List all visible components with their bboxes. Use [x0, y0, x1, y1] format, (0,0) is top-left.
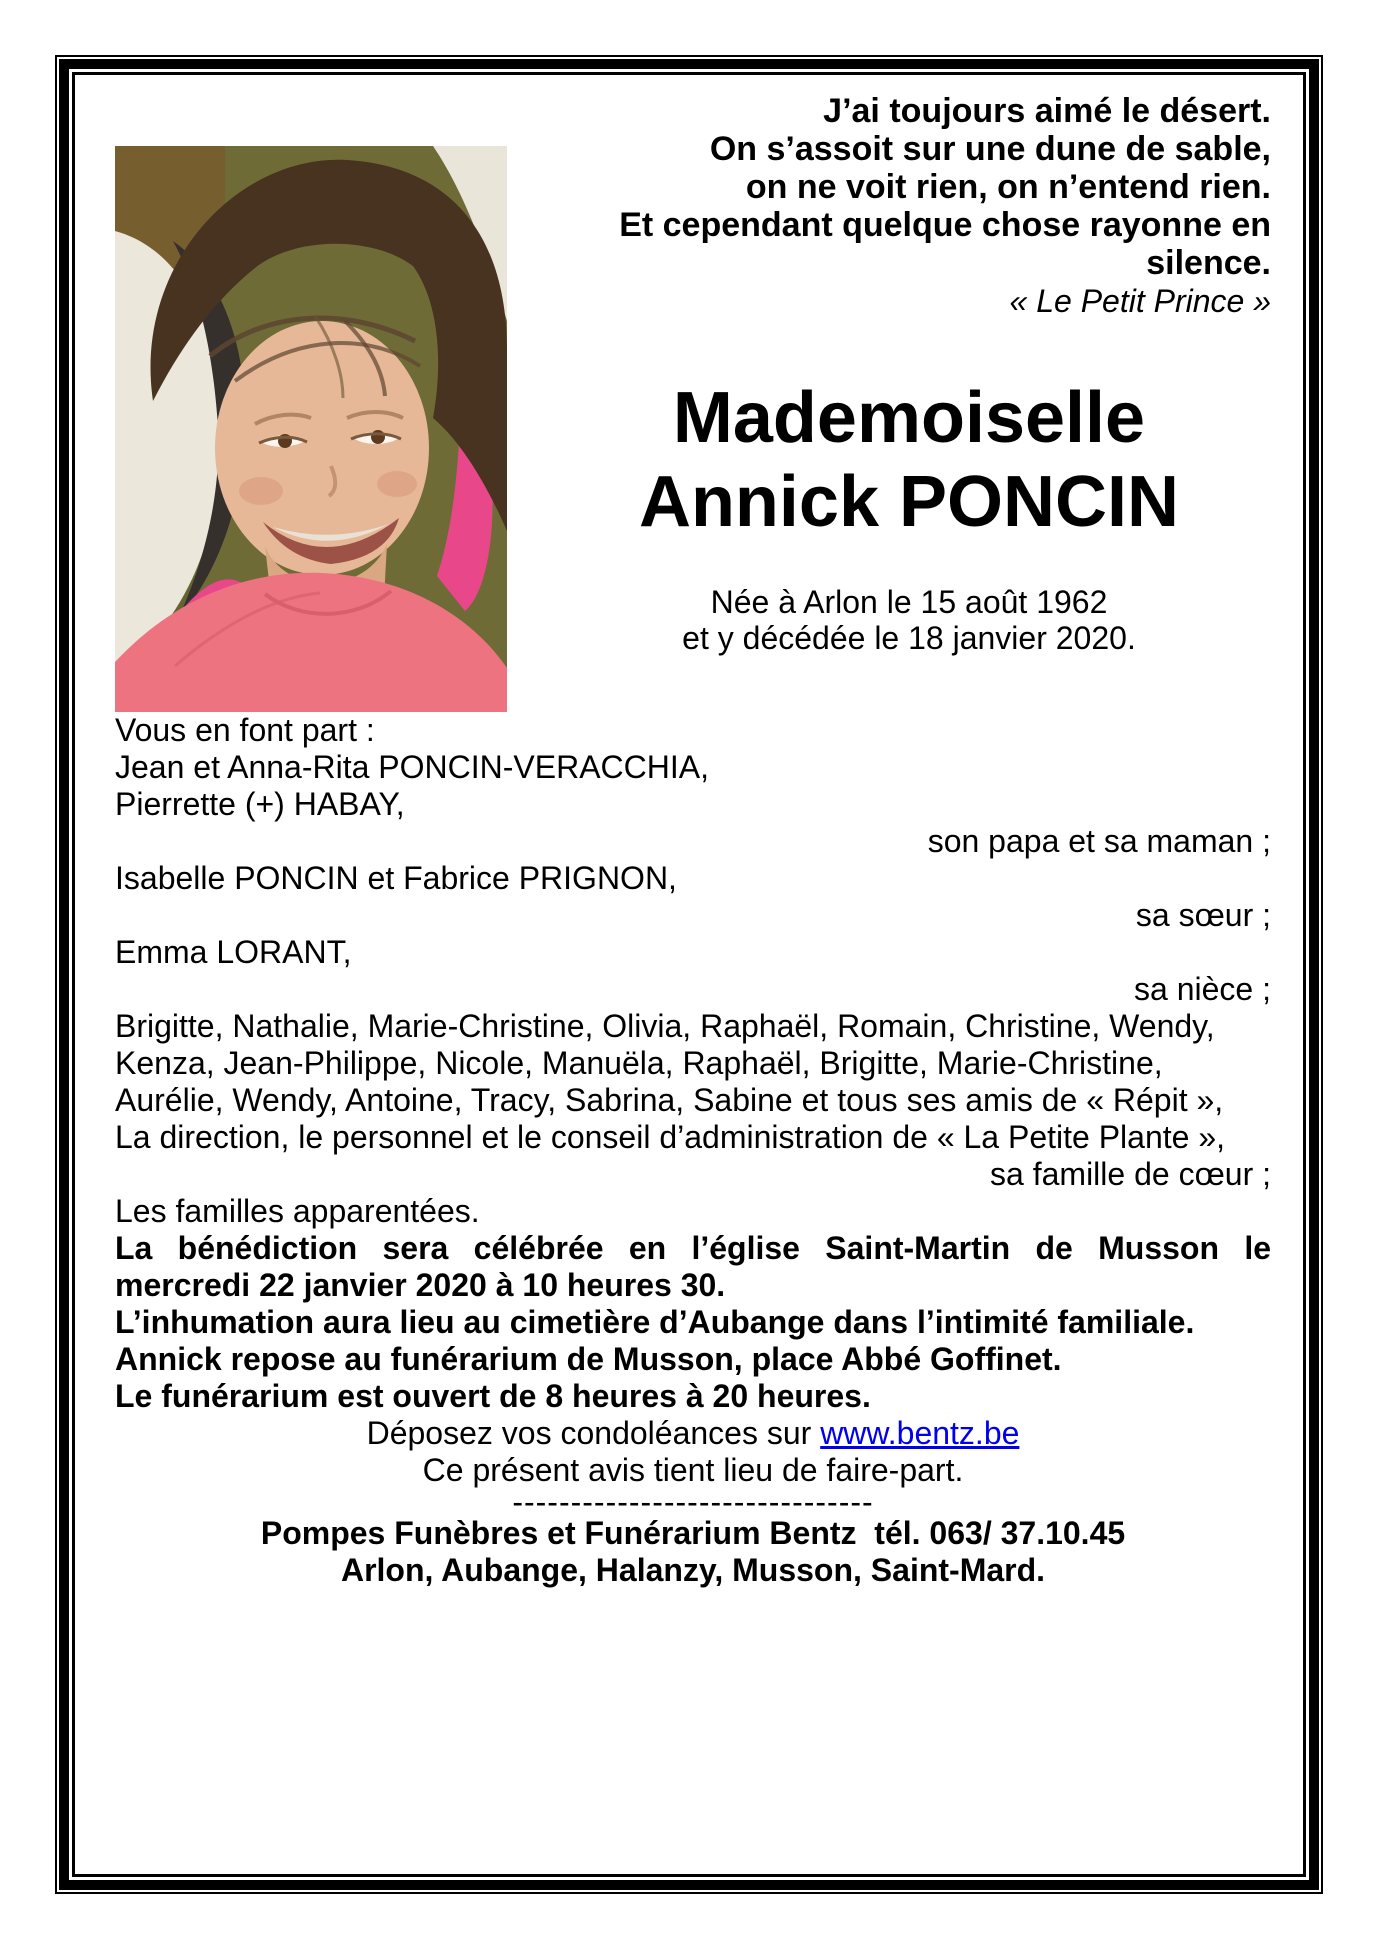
parents-block: [115, 749, 1271, 823]
ceremony-line: La bénédiction sera célébrée en l’église Saint-Martin de Musson le: [115, 1230, 1271, 1266]
funeral-home-block: [115, 1515, 1271, 1589]
deceased-name: Annick PONCIN: [638, 462, 1180, 542]
header-column: [507, 75, 1271, 712]
parents-line: Jean et Anna-Rita PONCIN-VERACCHIA,: [115, 749, 709, 785]
friends-line: Aurélie, Wendy, Antoine, Tracy, Sabrina, Sabine et tous ses amis de « Répit »,: [115, 1082, 1224, 1118]
birth-line: Née à Arlon le 15 août 1962: [710, 584, 1108, 620]
dashed-separator: -------------------------------: [512, 1484, 874, 1520]
portrait-photo-illustration: [115, 146, 507, 712]
parents-relation: son papa et sa maman ;: [927, 823, 1271, 859]
quote-block: [547, 92, 1271, 282]
direction-relation: sa famille de cœur ;: [990, 1156, 1271, 1192]
notice-line: Ce présent avis tient lieu de faire-part.: [422, 1452, 964, 1488]
friends-block: [115, 1008, 1271, 1119]
burial-line: L’inhumation aura lieu au cimetière d’Aubange dans l’intimité familiale.: [115, 1304, 1195, 1340]
quote-line: silence.: [1146, 244, 1271, 282]
quote-line: On s’assoit sur une dune de sable,: [709, 130, 1271, 168]
quote-line: J’ai toujours aimé le désert.: [823, 92, 1271, 130]
page-border-thick: [59, 59, 1319, 1890]
condolences-link[interactable]: www.bentz.be: [820, 1415, 1020, 1451]
quote-line: on ne voit rien, on n’entend rien.: [745, 168, 1271, 206]
direction-line: La direction, le personnel et le conseil d’administration de « La Petite Plante »,: [115, 1119, 1226, 1155]
condolences-line: [115, 1415, 1271, 1452]
sister-relation: sa sœur ;: [1135, 897, 1271, 933]
friends-line: Kenza, Jean-Philippe, Nicole, Manuëla, Raphaël, Brigitte, Marie-Christine,: [115, 1045, 1163, 1081]
ceremony-line: mercredi 22 janvier 2020 à 10 heures 30.: [115, 1267, 726, 1303]
sister-line: Isabelle PONCIN et Fabrice PRIGNON,: [115, 860, 677, 896]
deceased-name-title: [547, 376, 1271, 544]
announcement-body: [115, 712, 1271, 1589]
death-line: et y décédée le 18 janvier 2020.: [682, 620, 1136, 656]
page-border-inner: [72, 72, 1306, 1877]
funeral-home-locations: Arlon, Aubange, Halanzy, Musson, Saint-Mard.: [340, 1552, 1046, 1588]
repose-block: [115, 1341, 1271, 1415]
friends-line: Brigitte, Nathalie, Marie-Christine, Olivia, Raphaël, Romain, Christine, Wendy,: [115, 1008, 1215, 1044]
quote-attribution: « Le Petit Prince »: [1009, 283, 1271, 319]
ceremony-block: [115, 1230, 1271, 1304]
life-dates: [547, 584, 1271, 656]
parents-line: Pierrette (+) HABAY,: [115, 786, 405, 822]
repose-line: Annick repose au funérarium de Musson, place Abbé Goffinet.: [115, 1341, 1062, 1377]
portrait-photo: [115, 146, 507, 712]
title-prefix: Mademoiselle: [672, 378, 1146, 458]
page-border-outer: [55, 55, 1323, 1894]
niece-relation: sa nièce ;: [1134, 971, 1271, 1007]
quote-line: Et cependant quelque chose rayonne en: [619, 206, 1271, 244]
repose-line: Le funérarium est ouvert de 8 heures à 20 heures.: [115, 1378, 871, 1414]
niece-line: Emma LORANT,: [115, 934, 352, 970]
funeral-home-name-phone: Pompes Funèbres et Funérarium Bentz tél. 063/ 37.10.45: [260, 1515, 1126, 1551]
intro-line: Vous en font part :: [115, 712, 375, 748]
condolences-text: Déposez vos condoléances sur: [366, 1415, 821, 1451]
related-families-line: Les familles apparentées.: [115, 1193, 480, 1229]
top-section: [115, 75, 1271, 712]
